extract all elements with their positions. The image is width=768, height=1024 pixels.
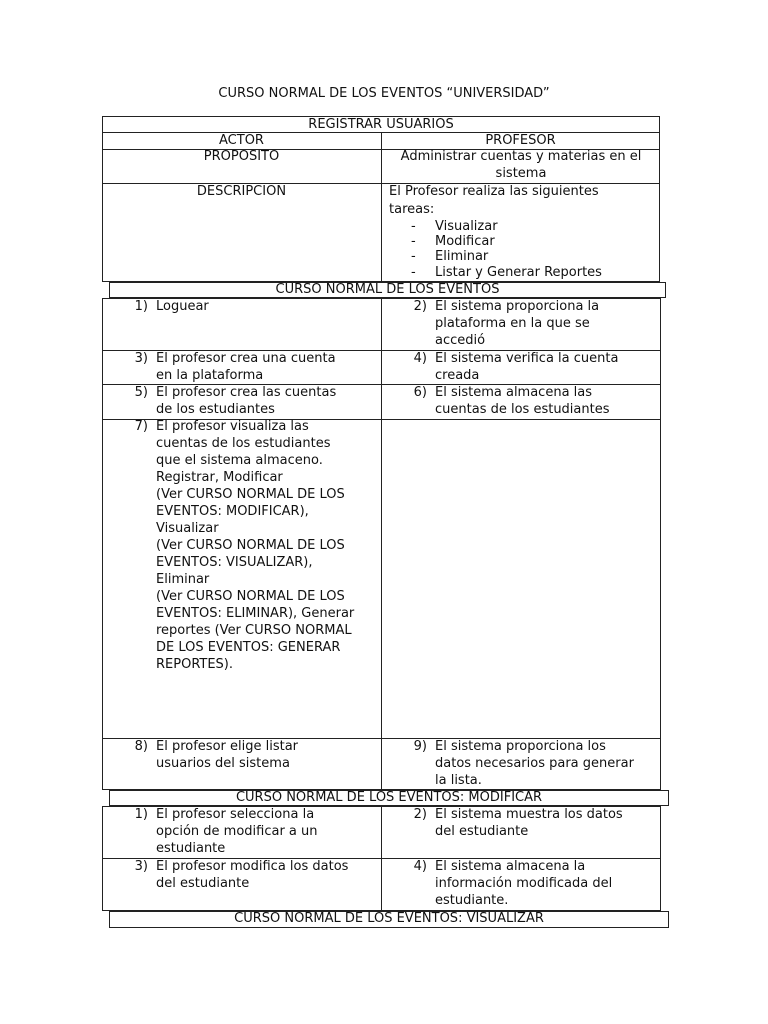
visualizar-header: CURSO NORMAL DE LOS EVENTOS: VISUALIZAR xyxy=(234,911,544,926)
step-text: El sistema proporciona la plataforma en la que se accedió xyxy=(435,299,600,348)
step-text: El sistema proporciona los datos necesarios para generar la lista. xyxy=(435,739,634,788)
step-number: 9) xyxy=(413,739,427,754)
step-number: 8) xyxy=(134,739,148,754)
descripcion-text: El Profesor realiza las siguientes tareas: xyxy=(389,184,599,217)
proposito-value: Administrar cuentas y materias en el sistema xyxy=(400,149,642,181)
step-text: El sistema almacena las cuentas de los estudiantes xyxy=(435,385,610,417)
step-text: El sistema muestra los datos del estudiante xyxy=(435,807,623,839)
step-text: El sistema verifica la cuenta creada xyxy=(435,351,619,383)
step-number: 4) xyxy=(413,859,427,874)
step-text: El profesor selecciona la opción de modificar a un estudiante xyxy=(156,807,318,856)
actor-value: PROFESOR xyxy=(485,133,556,148)
task-label: Visualizar xyxy=(435,219,498,234)
curso-normal-col-divider xyxy=(381,298,382,790)
step-text: El sistema almacena la información modificada del estudiante. xyxy=(435,859,613,908)
dash-bullet: - xyxy=(411,219,416,234)
task-label: Listar y Generar Reportes xyxy=(435,265,602,280)
document-title: CURSO NORMAL DE LOS EVENTOS “UNIVERSIDAD” xyxy=(218,86,550,101)
step-text: El profesor crea una cuenta en la plataforma xyxy=(156,351,336,383)
step-number: 3) xyxy=(134,351,148,366)
registrar-header: REGISTRAR USUARIOS xyxy=(308,117,454,132)
step-number: 1) xyxy=(134,299,148,314)
task-label: Eliminar xyxy=(435,249,489,264)
proposito-label: PROPOSITO xyxy=(203,149,280,164)
step-text: Loguear xyxy=(156,299,209,314)
step-number: 2) xyxy=(413,807,427,822)
registrar-col-divider xyxy=(381,132,382,282)
step-number: 3) xyxy=(134,859,148,874)
step-number: 7) xyxy=(134,419,148,434)
step-number: 5) xyxy=(134,385,148,400)
dash-bullet: - xyxy=(411,265,416,280)
step-number: 2) xyxy=(413,299,427,314)
modificar-header: CURSO NORMAL DE LOS EVENTOS: MODIFICAR xyxy=(235,790,543,805)
actor-label: ACTOR xyxy=(219,133,264,148)
step-number: 1) xyxy=(134,807,148,822)
step-number: 4) xyxy=(413,351,427,366)
step-text: El profesor visualiza las cuentas de los estudiantes que el sistema almaceno. Registrar, Modificar (Ver CURSO NORMAL DE LOS EVENTOS: MODIFICAR), Visualizar (Ver CURSO NORMAL DE LOS EVENTOS: VISUALIZAR), Eliminar (Ver CURSO NORMAL DE LOS EVENTOS: ELIMINAR), Generar reportes (Ver CURSO NORMAL DE LOS EVENTOS: GENERAR REPORTES). xyxy=(156,419,355,672)
step-text: El profesor elige listar usuarios del sistema xyxy=(156,739,299,771)
curso-normal-header: CURSO NORMAL DE LOS EVENTOS xyxy=(275,282,500,297)
step-text: El profesor modifica los datos del estudiante xyxy=(156,859,349,891)
descripcion-label: DESCRIPCION xyxy=(196,184,287,199)
dash-bullet: - xyxy=(411,249,416,264)
dash-bullet: - xyxy=(411,234,416,249)
step-text: El profesor crea las cuentas de los estudiantes xyxy=(156,385,337,417)
task-label: Modificar xyxy=(435,234,495,249)
step-number: 6) xyxy=(413,385,427,400)
